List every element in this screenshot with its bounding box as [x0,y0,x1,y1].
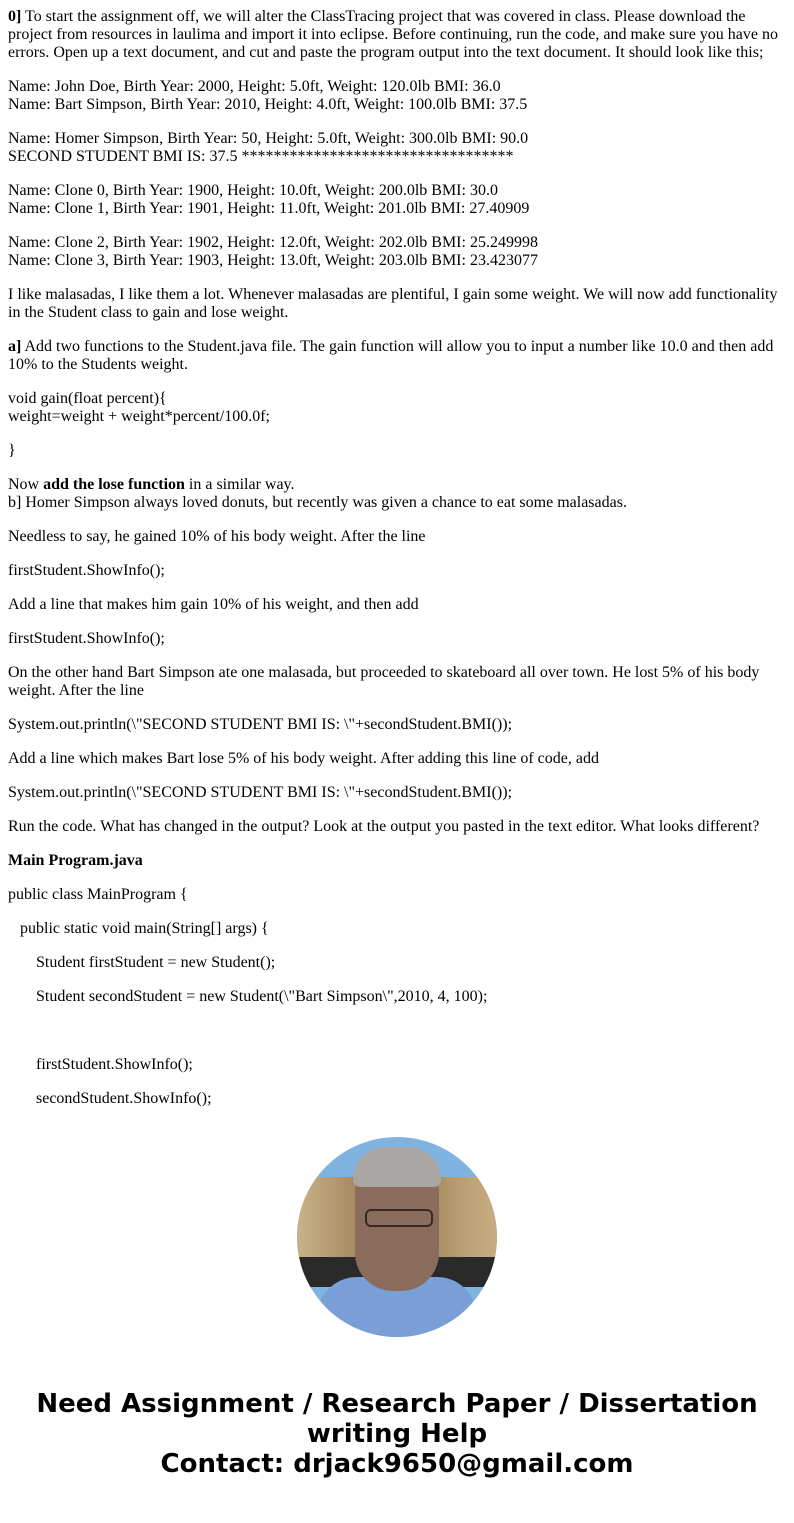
lose-bold: add the lose function [43,476,185,493]
output-line: SECOND STUDENT BMI IS: 37.5 ********************************** [8,148,514,165]
part-a-paragraph [8,338,786,374]
intro-label: 0] [8,8,22,25]
part-a-label: a] [8,338,22,355]
empty-line [8,1022,786,1040]
output-line: Name: Bart Simpson, Birth Year: 2010, Height: 4.0ft, Weight: 100.0lb BMI: 37.5 [8,96,528,113]
code-line: secondStudent.ShowInfo(); [36,1090,212,1107]
code-line: firstStudent.ShowInfo(); [8,562,165,579]
banner-line-2: writing Help [306,1419,488,1449]
output-line: Name: John Doe, Birth Year: 2000, Height: 5.0ft, Weight: 120.0lb BMI: 36.0 [8,78,501,95]
lose-paragraph [8,476,786,512]
paragraph: Add a line that makes him gain 10% of his weight, and then add [8,596,419,613]
output-line: Name: Clone 0, Birth Year: 1900, Height: 10.0ft, Weight: 200.0lb BMI: 30.0 [8,182,498,199]
output-block [8,182,786,218]
paragraph: Needless to say, he gained 10% of his body weight. After the line [8,528,426,545]
code-line: void gain(float percent){ [8,390,167,407]
code-line: System.out.println(\"SECOND STUDENT BMI IS: \"+secondStudent.BMI()); [8,716,513,733]
contact-banner [0,1389,794,1479]
part-b-text: b] Homer Simpson always loved donuts, but recently was given a chance to eat some malasadas. [8,494,627,511]
main-heading-text: Main Program.java [8,852,143,869]
intro-text: To start the assignment off, we will alter the ClassTracing project that was covered in class. Please download the project from resources in laulima and import it into eclipse. Before continuing, run the code, and make sure you have no errors. Open up a text document, and cut and paste the program output into the text document. It should look like this; [8,8,778,61]
output-block [8,130,786,166]
lose-post: in a similar way. [184,476,295,493]
paragraph: Add a line which makes Bart lose 5% of his body weight. After adding this line of code, add [8,750,599,767]
output-line: Name: Clone 2, Birth Year: 1902, Height: 12.0ft, Weight: 202.0lb BMI: 25.249998 [8,234,538,251]
output-line: Name: Clone 3, Birth Year: 1903, Height: 13.0ft, Weight: 203.0lb BMI: 23.423077 [8,252,538,269]
code-line: public class MainProgram { [8,886,188,903]
gain-code [8,390,786,426]
banner-line-1: Need Assignment / Research Paper / Dissertation [36,1389,758,1419]
author-photo [297,1137,497,1337]
code-line: firstStudent.ShowInfo(); [36,1056,193,1073]
intro-paragraph [8,8,786,62]
code-line: System.out.println(\"SECOND STUDENT BMI IS: \"+secondStudent.BMI()); [8,784,513,801]
paragraph: On the other hand Bart Simpson ate one malasada, but proceeded to skateboard all over town. He lost 5% of his body weight. After the line [8,664,760,699]
close-brace: } [8,442,16,459]
lose-pre: Now [8,476,44,493]
author-photo-container [0,1137,794,1337]
output-line: Name: Clone 1, Birth Year: 1901, Height: 11.0ft, Weight: 201.0lb BMI: 27.40909 [8,200,530,217]
code-line: Student firstStudent = new Student(); [36,954,276,971]
code-line: firstStudent.ShowInfo(); [8,630,165,647]
main-heading [8,852,786,870]
output-line: Name: Homer Simpson, Birth Year: 50, Height: 5.0ft, Weight: 300.0lb BMI: 90.0 [8,130,529,147]
paragraph: Run the code. What has changed in the output? Look at the output you pasted in the text editor. What looks different? [8,818,760,835]
part-a-text: Add two functions to the Student.java file. The gain function will allow you to input a number like 10.0 and then add 10% to the Students weight. [8,338,774,373]
output-block [8,78,786,114]
output-block [8,234,786,270]
malasadas-paragraph: I like malasadas, I like them a lot. Whenever malasadas are plentiful, I gain some weight. We will now add functionality in the Student class to gain and lose weight. [8,286,778,321]
banner-contact: Contact: drjack9650@gmail.com [160,1449,634,1479]
code-line: Student secondStudent = new Student(\"Bart Simpson\",2010, 4, 100); [36,988,488,1005]
code-line: weight=weight + weight*percent/100.0f; [8,408,270,425]
code-line: public static void main(String[] args) { [20,920,269,937]
